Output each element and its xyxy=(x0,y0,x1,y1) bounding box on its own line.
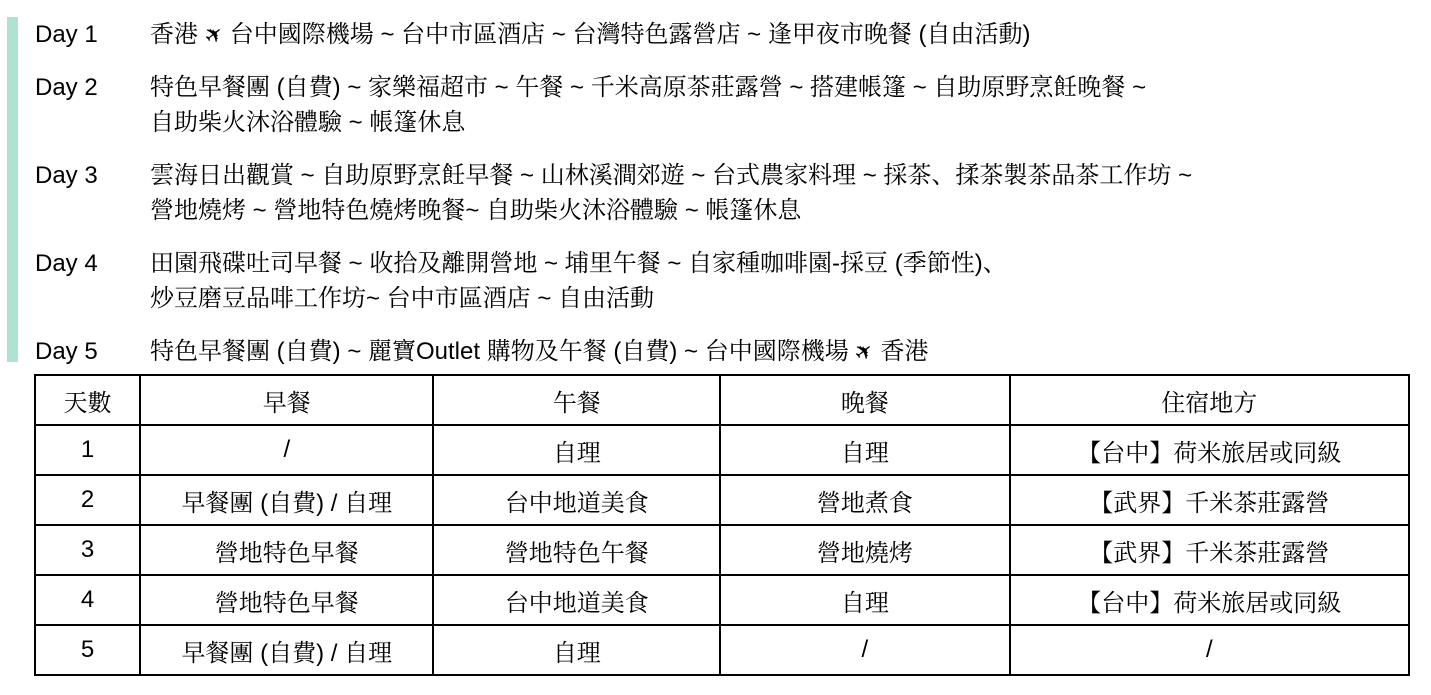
itinerary-day-row xyxy=(35,158,1425,228)
table-cell: 1 xyxy=(35,425,140,475)
day-label: Day 2 xyxy=(35,74,98,101)
day-activities-line: 特色早餐團 (自費) ~ 麗寶Outlet 購物及午餐 (自費) ~ 台中國際機場 ✈ 香港 xyxy=(150,336,929,368)
table-cell: 早餐團 (自費) / 自理 xyxy=(140,625,433,675)
day-activities-line: 香港 ✈ 台中國際機場 ~ 台中市區酒店 ~ 台灣特色露營店 ~ 逢甲夜市晚餐 (自由活動) xyxy=(150,19,1031,51)
day-label: Day 3 xyxy=(35,162,98,189)
table-row xyxy=(35,475,1409,525)
table-cell: / xyxy=(140,425,433,475)
itinerary-day-row xyxy=(35,70,1425,140)
table-cell: / xyxy=(1010,625,1409,675)
day-activities xyxy=(150,70,1425,140)
table-cell: 營地特色早餐 xyxy=(140,575,433,625)
table-cell: 早餐團 (自費) / 自理 xyxy=(140,475,433,525)
day-activities-line: 特色早餐團 (自費) ~ 家樂福超市 ~ 午餐 ~ 千米高原茶莊露營 ~ 搭建帳篷 ~ 自助原野烹飪晚餐 ~ xyxy=(150,74,1147,101)
day-activities-line: 自助柴火沐浴體驗 ~ 帳篷休息 xyxy=(150,109,466,136)
table-cell: 【武界】千米茶莊露營 xyxy=(1010,525,1409,575)
day-activities xyxy=(150,246,1425,316)
day-label: Day 5 xyxy=(35,338,98,365)
table-cell: 台中地道美食 xyxy=(433,475,720,525)
table-cell: 營地特色早餐 xyxy=(140,525,433,575)
day-activities-line: 炒豆磨豆品啡工作坊~ 台中市區酒店 ~ 自由活動 xyxy=(150,285,655,312)
table-cell: 台中地道美食 xyxy=(433,575,720,625)
table-cell: 自理 xyxy=(720,425,1009,475)
airplane-icon: ✈ xyxy=(198,19,229,51)
itinerary-day-row xyxy=(35,246,1425,316)
table-cell: 營地特色午餐 xyxy=(433,525,720,575)
table-cell: / xyxy=(720,625,1009,675)
day-activities xyxy=(150,158,1425,228)
table-header-cell: 住宿地方 xyxy=(1010,375,1409,425)
table-cell: 營地煮食 xyxy=(720,475,1009,525)
table-header-row xyxy=(35,375,1409,425)
table-cell: 營地燒烤 xyxy=(720,525,1009,575)
table-header-cell: 晚餐 xyxy=(720,375,1009,425)
table-cell: 【武界】千米茶莊露營 xyxy=(1010,475,1409,525)
table-cell: 2 xyxy=(35,475,140,525)
meal-table-body xyxy=(35,425,1409,675)
table-cell: 自理 xyxy=(433,625,720,675)
itinerary-day-row xyxy=(35,334,1425,369)
day-activities xyxy=(150,334,1425,369)
table-header-cell: 早餐 xyxy=(140,375,433,425)
table-cell: 自理 xyxy=(433,425,720,475)
airplane-icon: ✈ xyxy=(849,336,880,368)
itinerary-day-row xyxy=(35,17,1425,52)
table-cell: 【台中】荷米旅居或同級 xyxy=(1010,575,1409,625)
itinerary-list xyxy=(35,17,1425,387)
table-cell: 3 xyxy=(35,525,140,575)
day-activities xyxy=(150,17,1425,52)
table-cell: 4 xyxy=(35,575,140,625)
table-row xyxy=(35,625,1409,675)
table-row xyxy=(35,425,1409,475)
table-row xyxy=(35,575,1409,625)
table-cell: 自理 xyxy=(720,575,1009,625)
meal-accommodation-table xyxy=(34,374,1410,676)
day-activities-line: 田園飛碟吐司早餐 ~ 收拾及離開營地 ~ 埔里午餐 ~ 自家種咖啡園-採豆 (季節性)、 xyxy=(150,250,1007,277)
day-label: Day 4 xyxy=(35,250,98,277)
table-cell: 5 xyxy=(35,625,140,675)
table-header-cell: 天數 xyxy=(35,375,140,425)
day-activities-line: 營地燒烤 ~ 營地特色燒烤晚餐~ 自助柴火沐浴體驗 ~ 帳篷休息 xyxy=(150,197,802,224)
table-cell: 【台中】荷米旅居或同級 xyxy=(1010,425,1409,475)
table-row xyxy=(35,525,1409,575)
meal-table-head xyxy=(35,375,1409,425)
day-label: Day 1 xyxy=(35,21,98,48)
day-activities-line: 雲海日出觀賞 ~ 自助原野烹飪早餐 ~ 山林溪澗郊遊 ~ 台式農家料理 ~ 採茶、揉茶製茶品茶工作坊 ~ xyxy=(150,162,1193,189)
table-header-cell: 午餐 xyxy=(433,375,720,425)
accent-bar xyxy=(7,17,18,362)
